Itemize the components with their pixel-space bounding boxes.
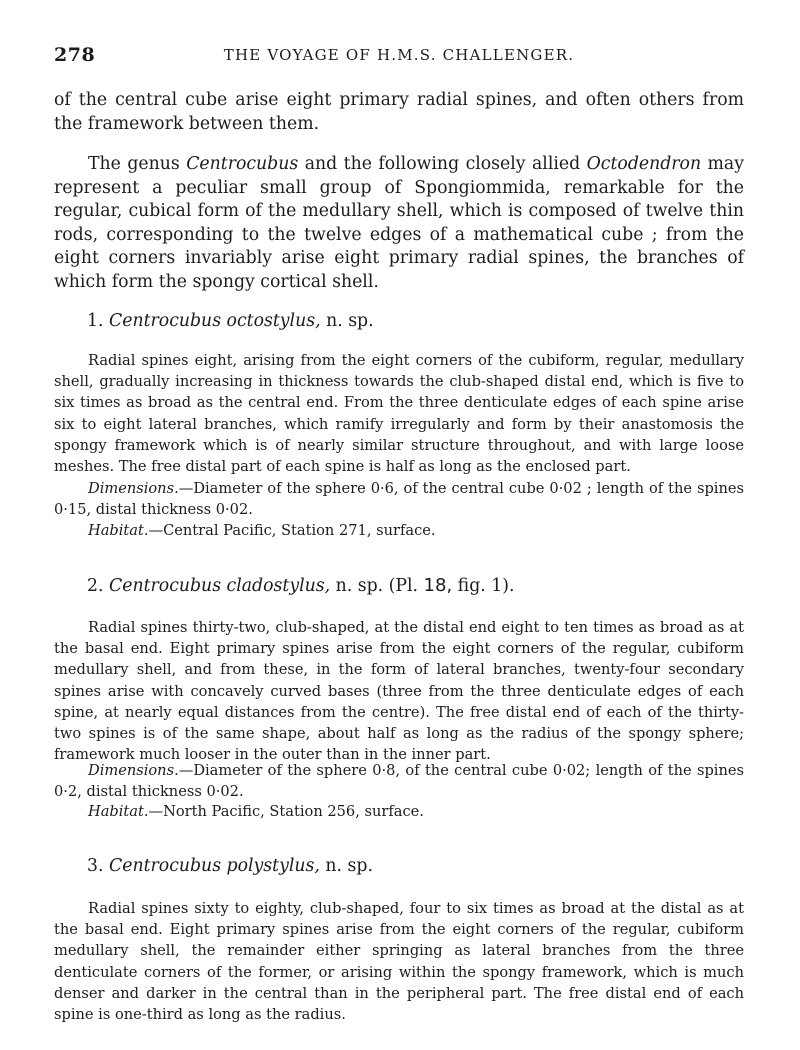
species-dimensions-2 — [54, 760, 744, 802]
plate-open: (Pl. — [388, 576, 424, 596]
species-description-2: Radial spines thirty-two, club-shaped, at the distal end eight to ten times as broad as at the basal end. Eight primary spines arise from the eight corners of the regular, cubiform medullary shell, and from these, in the form of lateral branches, twenty-four secondary spines arise with concavely curved bases (three from the three denticulate edges of each spine, at nearly equal distances from the centre). The free distal end of each of the thirty-two spines is of the same shape, about half as long as the radius of the spongy sphere; framework much looser in the outer than in the inner part. — [54, 619, 744, 764]
habitat-text: —North Pacific, Station 256, surface. — [148, 803, 424, 820]
species-description-1: Radial spines eight, arising from the eight corners of the cubiform, regular, medullary shell, gradually increasing in thickness towards the club-shaped distal end, which is five to six times as broad as the central end. From the three denticulate edges of each spine arise six to eight lateral branches, which ramify irregularly and form by their anastomosis the spongy framework which is of nearly similar structure throughout, and with large loose meshes. The free distal part of each spine is half as long as the enclosed part. — [54, 352, 744, 476]
dimensions-label: Dimensions. — [88, 480, 179, 497]
plate-close: fig. 1). — [452, 576, 515, 596]
genus-text-3: may represent a peculiar small group of Spongiommida, remarkable for the regular, cubical form of the medullary shell, which is composed of twelve thin rods, corresponding to the twelve edges of a mathematical cube ; from the eight corners invariably arise eight primary radial spines, the branches of which form the spongy cortical shell. — [54, 154, 744, 292]
species-habitat-1 — [54, 520, 744, 541]
species-name: Centrocubus polystylus, — [109, 856, 320, 876]
dimensions-label: Dimensions. — [88, 762, 179, 779]
habitat-label: Habitat. — [88, 522, 149, 539]
plate-number: 18, — [423, 575, 453, 596]
genus-name-octodendron: Octodendron — [586, 154, 702, 174]
species-heading-2 — [87, 574, 515, 598]
page-number: 278 — [54, 44, 96, 66]
genus-paragraph — [54, 153, 744, 294]
species-heading-3 — [87, 855, 373, 878]
species-suffix: n. sp. — [330, 576, 389, 596]
species-number: 2. — [87, 576, 104, 596]
genus-text-2: and the following closely allied — [298, 154, 587, 174]
species-suffix: n. sp. — [319, 856, 373, 876]
running-head: THE VOYAGE OF H.M.S. CHALLENGER. — [223, 46, 575, 64]
dimensions-text: —Diameter of the sphere 0·8, of the central cube 0·02; length of the spines 0·2, distal thickness 0·02. — [54, 762, 744, 801]
species-suffix: n. sp. — [320, 311, 374, 331]
species-name: Centrocubus octostylus, — [109, 311, 321, 331]
species-number: 3. — [87, 856, 104, 876]
dimensions-text: —Diameter of the sphere 0·6, of the central cube 0·02 ; length of the spines 0·15, distal thickness 0·02. — [54, 480, 744, 519]
species-number: 1. — [87, 311, 104, 331]
species-description-3: Radial spines sixty to eighty, club-shaped, four to six times as broad at the distal as at the basal end. Eight primary spines arise from the eight corners of the regular, cubiform medullary shell, the remainder either springing as lateral branches from the three denticulate corners of the former, or arising within the spongy framework, which is much denser and darker in the central than in the peripheral part. The free distal end of each spine is one-third as long as the radius. — [54, 900, 744, 1024]
habitat-text: —Central Pacific, Station 271, surface. — [148, 522, 436, 539]
species-heading-1 — [87, 310, 374, 333]
species-dimensions-1 — [54, 478, 744, 520]
genus-name-centrocubus: Centrocubus — [186, 154, 299, 174]
page-header — [54, 44, 744, 68]
habitat-label: Habitat. — [88, 803, 149, 820]
continuation-paragraph: of the central cube arise eight primary radial spines, and often others from the framework between them. — [54, 90, 744, 134]
plate-reference — [389, 576, 515, 596]
species-name: Centrocubus cladostylus, — [109, 576, 331, 596]
genus-text-1: The genus — [88, 154, 187, 174]
species-habitat-2 — [54, 801, 744, 822]
